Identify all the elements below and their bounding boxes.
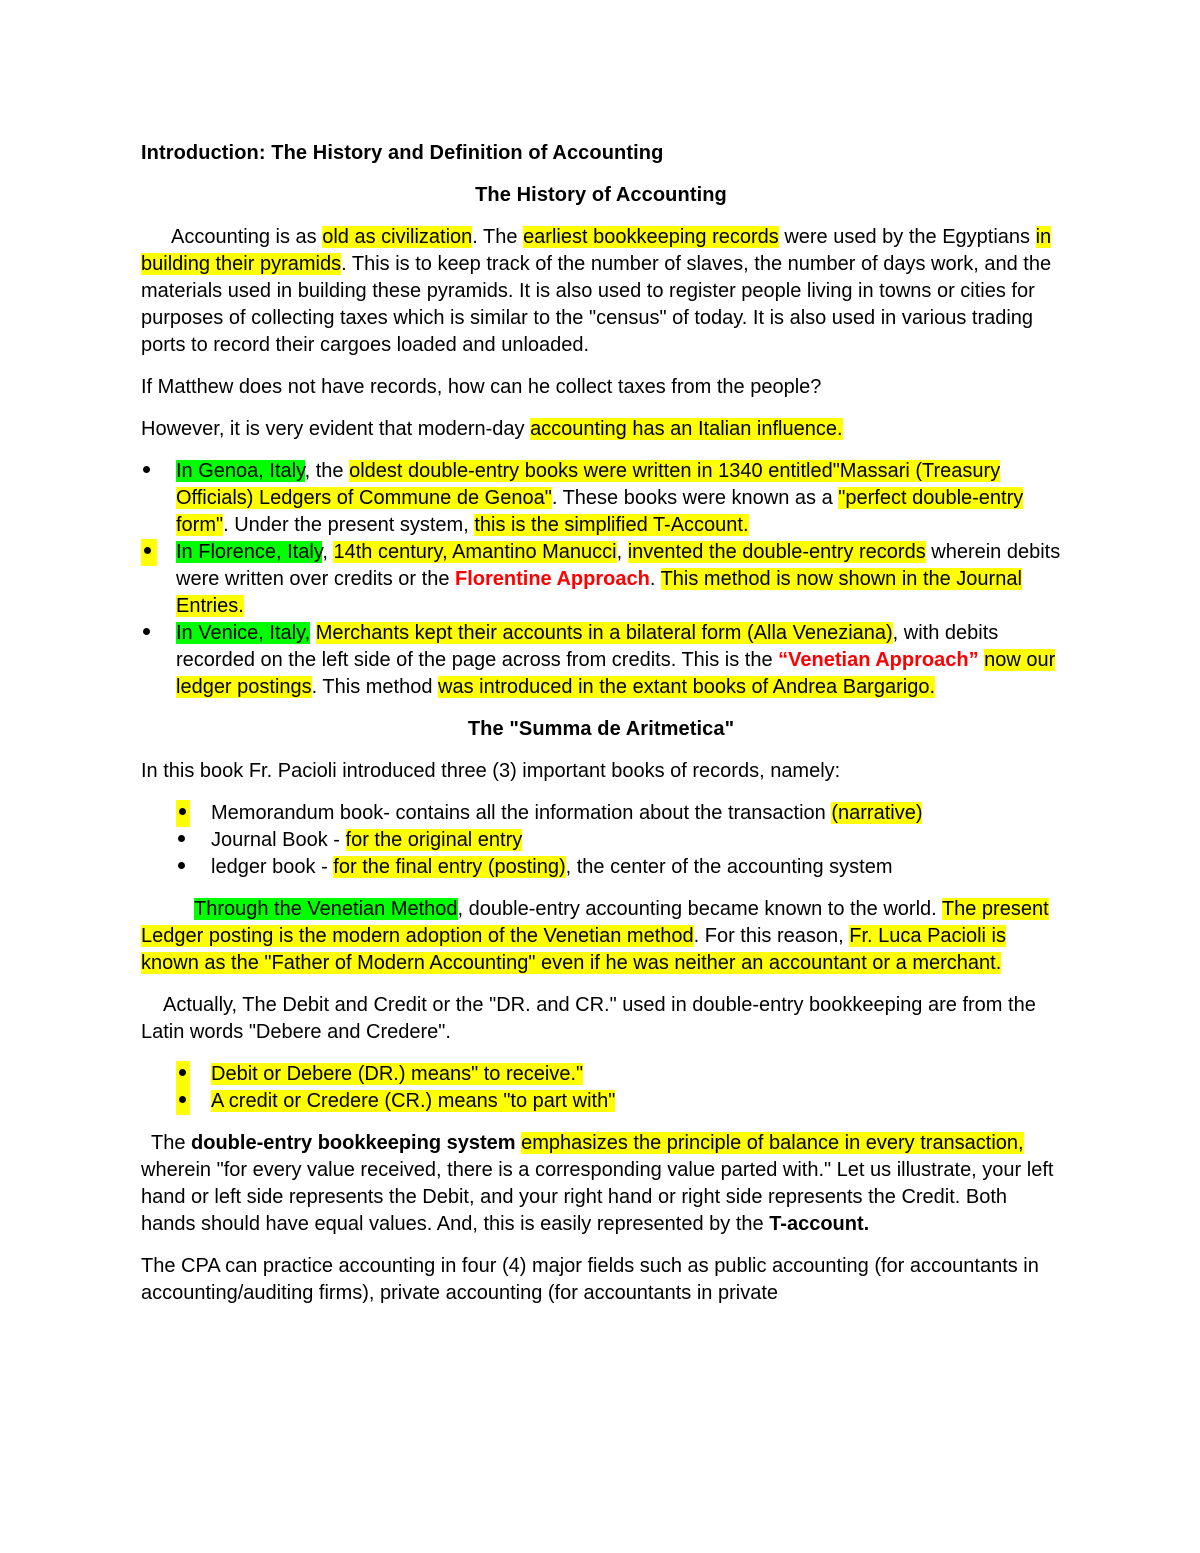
paragraph-double-entry-system: The double-entry bookkeeping system emphasizes the principle of balance in every transaction, wherein "for every value received, there is a corresponding value parted with." Let us illustrate, your left hand or left side represents the Debit, and your right hand or right side represents the Credit. Both hands should have equal values. And, this is easily represented by the T-account.	[141, 1132, 1054, 1235]
bullet-icon	[141, 620, 176, 647]
document-title: Introduction: The History and Definition of Accounting	[141, 142, 664, 164]
highlight: emphasizes the principle of balance in every transaction,	[521, 1132, 1024, 1154]
paragraph-matthew-question: If Matthew does not have records, how can he collect taxes from the people?	[141, 376, 822, 398]
bold-text: double-entry bookkeeping system	[191, 1132, 516, 1154]
bullet-icon	[176, 1088, 211, 1115]
bullet-icon	[176, 1061, 211, 1088]
highlight: accounting has an Italian influence.	[530, 418, 843, 440]
highlight: oldest double-entry books were written in 1340 entitled"Massari (Treasury Officials) Ledgers of Commune de Genoa"	[176, 460, 1001, 509]
bullet-icon	[176, 827, 211, 854]
section-heading-summa: The "Summa de Aritmetica"	[467, 718, 735, 740]
bullet-icon	[176, 800, 211, 827]
bullet-icon	[141, 458, 176, 485]
highlight-green: In Florence, Italy	[176, 541, 323, 563]
bullet-icon	[141, 539, 176, 566]
highlight: was introduced in the extant books of Andrea Bargarigo.	[438, 676, 935, 698]
paragraph-venetian-method: Through the Venetian Method, double-entry accounting became known to the world. The present Ledger posting is the modern adoption of the Venetian method. For this reason, Fr. Luca Pacioli is known as the "Father of Modern Accounting" even if he was neither an accountant or a merchant.	[141, 898, 1049, 974]
list-item-memorandum: Memorandum book- contains all the information about the transaction (narrative)	[176, 800, 1061, 827]
highlight-green: In Venice, Italy,	[176, 622, 311, 644]
list-item-florence: In Florence, Italy, 14th century, Amantino Manucci, invented the double-entry records wherein debits were written over credits or the Florentine Approach. This method is now shown in the Journal Entries.	[141, 539, 1061, 620]
highlight: earliest bookkeeping records	[523, 226, 779, 248]
highlight: The present Ledger posting is the modern adoption of the Venetian method	[141, 898, 1049, 947]
highlight-green: In Genoa, Italy	[176, 460, 305, 482]
highlight: 14th century, Amantino Manucci	[333, 541, 617, 563]
highlight: Merchants kept their accounts in a bilateral form (Alla Veneziana)	[315, 622, 893, 644]
highlight: (narrative)	[831, 802, 923, 824]
list-item-genoa: In Genoa, Italy, the oldest double-entry books were written in 1340 entitled"Massari (Treasury Officials) Ledgers of Commune de Genoa". These books were known as a "perfect double-entry form". Under the present system, this is the simplified T-Account.	[141, 458, 1061, 539]
paragraph-debit-credit-origin: Actually, The Debit and Credit or the "DR. and CR." used in double-entry bookkeeping are from the Latin words "Debere and Credere".	[141, 994, 1036, 1043]
highlight: Debit or Debere (DR.) means" to receive."	[211, 1063, 584, 1085]
highlight: this is the simplified T-Account.	[474, 514, 749, 536]
highlight: for the original entry	[345, 829, 523, 851]
paragraph-pacioli-books: In this book Fr. Pacioli introduced three (3) important books of records, namely:	[141, 760, 841, 782]
emphasis-red: “Venetian Approach”	[778, 649, 979, 671]
emphasis-red: Florentine Approach	[455, 568, 650, 590]
bold-text: T-account.	[769, 1213, 870, 1235]
list-item-credit	[176, 1088, 1061, 1115]
highlight: now our ledger postings	[176, 649, 1056, 698]
list-item-journal: Journal Book - for the original entry	[176, 827, 1061, 854]
list-item-ledger: ledger book - for the final entry (posting), the center of the accounting system	[176, 854, 1061, 881]
paragraph-cpa-fields: The CPA can practice accounting in four (4) major fields such as public accounting (for accountants in accounting/auditing firms), private accounting (for accountants in private	[141, 1255, 1039, 1304]
highlight: invented the double-entry records	[627, 541, 926, 563]
highlight: Fr. Luca Pacioli is known as the "Father of Modern Accounting" even if he was neither an accountant or a merchant.	[141, 925, 1006, 974]
paragraph-italian-influence: However, it is very evident that modern-day accounting has an Italian influence.	[141, 418, 843, 440]
document-body	[141, 140, 1061, 1322]
debit-credit-bullet-list	[141, 1061, 1061, 1115]
list-item-venice: In Venice, Italy, Merchants kept their accounts in a bilateral form (Alla Veneziana), with debits recorded on the left side of the page across from credits. This is the “Venetian Approach” now our ledger postings. This method was introduced in the extant books of Andrea Bargarigo.	[141, 620, 1061, 701]
highlight-green: Through the Venetian Method	[194, 898, 458, 920]
highlight: for the final entry (posting)	[333, 856, 566, 878]
highlight: in building their pyramids	[141, 226, 1052, 275]
list-item-debit	[176, 1061, 1061, 1088]
italy-bullet-list	[141, 458, 1061, 701]
books-bullet-list	[141, 800, 1061, 881]
paragraph-history-intro: Accounting is as old as civilization. The earliest bookkeeping records were used by the Egyptians in building their pyramids. This is to keep track of the number of slaves, the number of days work, and the materials used in building these pyramids. It is also used to register people living in towns or cities for purposes of collecting taxes which is similar to the "census" of today. It is also used in various trading ports to record their cargoes loaded and unloaded.	[141, 226, 1052, 356]
highlight: old as civilization	[322, 226, 473, 248]
highlight: A credit or Credere (CR.) means "to part with"	[211, 1090, 616, 1112]
highlight: This method is now shown in the Journal Entries.	[176, 568, 1022, 617]
highlight: "perfect double-entry form"	[176, 487, 1024, 536]
bullet-icon	[176, 854, 211, 881]
section-heading-history: The History of Accounting	[475, 184, 727, 206]
